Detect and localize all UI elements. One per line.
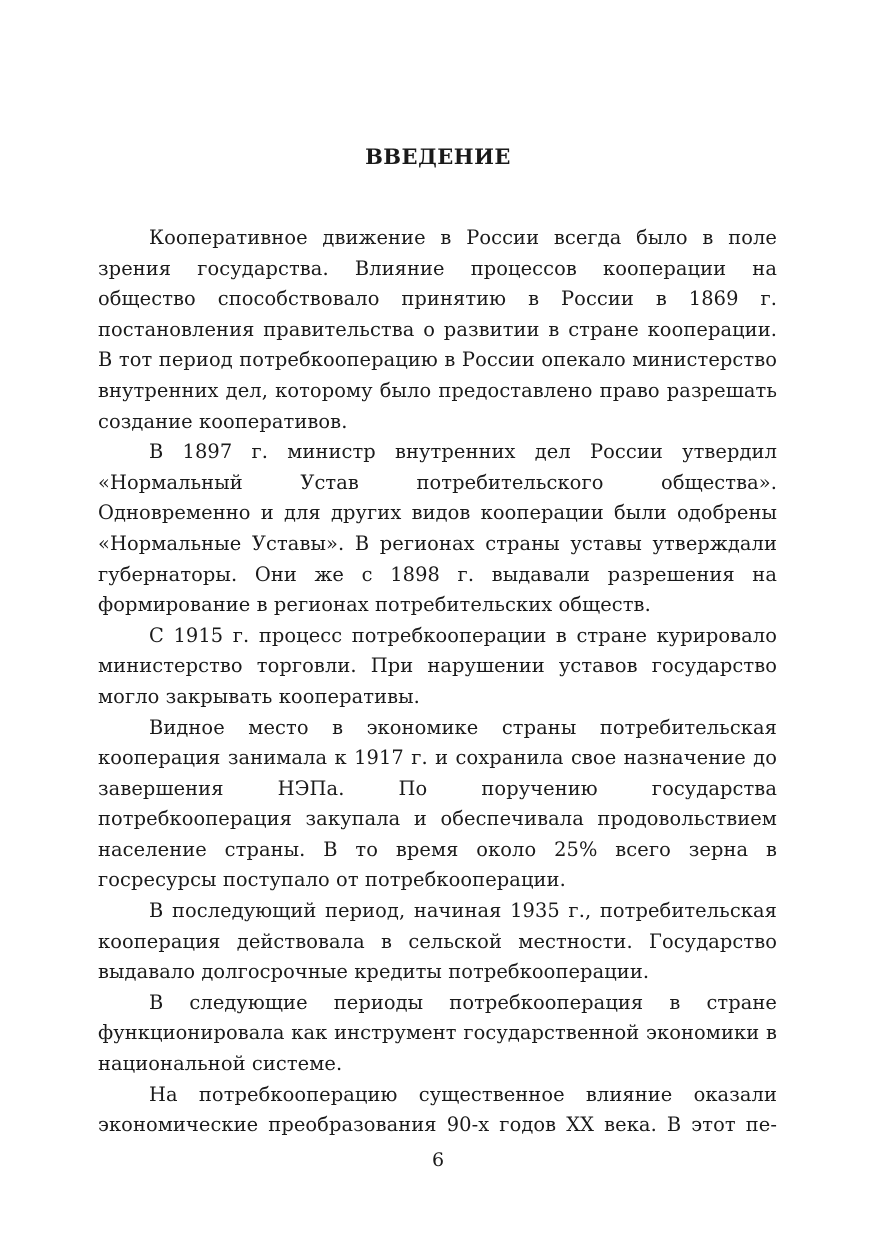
paragraph-1: Кооперативное движение в России всегда было в поле зрения государства. Влияние процессов кооперации на общество способствовало принятию в России в 1869 г. постановления правительства о развитии в стране кооперации. В тот период потребкооперацию в России опекало министерство внутренних дел, которому было предоставлено право разрешать создание кооперативов.	[98, 226, 777, 433]
paragraph-6: В следующие периоды потребкооперация в стране функционировала как инструмент государственной экономики в национальной системе.	[98, 990, 777, 1076]
paragraph-5: В последующий период, начиная 1935 г., потребительская кооперация действовала в сельской местности. Государство выдавало долгосрочные кредиты потребкооперации.	[98, 899, 777, 984]
page-number: 6	[431, 1149, 445, 1171]
chapter-title: ВВЕДЕНИЕ	[365, 144, 511, 169]
paragraph-7: На потребкооперацию существенное влияние оказали экономические преобразования 90-х годов XX века. В этот пе-	[98, 1082, 777, 1137]
paragraph-4: Видное место в экономике страны потребительская кооперация занимала к 1917 г. и сохранила свое назначение до завершения НЭПа. По поручению государства потребкооперация закупала и обеспечивала продовольствием население страны. В то время около 25% всего зерна в госресурсы поступало от потребкооперации.	[98, 715, 777, 892]
paragraph-3: С 1915 г. процесс потребкооперации в стране курировало министерство торговли. При нарушении уставов государство могло закрывать кооперативы.	[98, 623, 777, 708]
paragraph-2: В 1897 г. министр внутренних дел России утвердил «Нормальный Устав потребительского общества». Одновременно и для других видов кооперации были одобрены «Нормальные Уставы». В регионах страны уставы утверждали губернаторы. Они же с 1898 г. выдавали разрешения на формирование в регионах потребительских обществ.	[98, 440, 777, 617]
chapter-body	[98, 223, 777, 1141]
